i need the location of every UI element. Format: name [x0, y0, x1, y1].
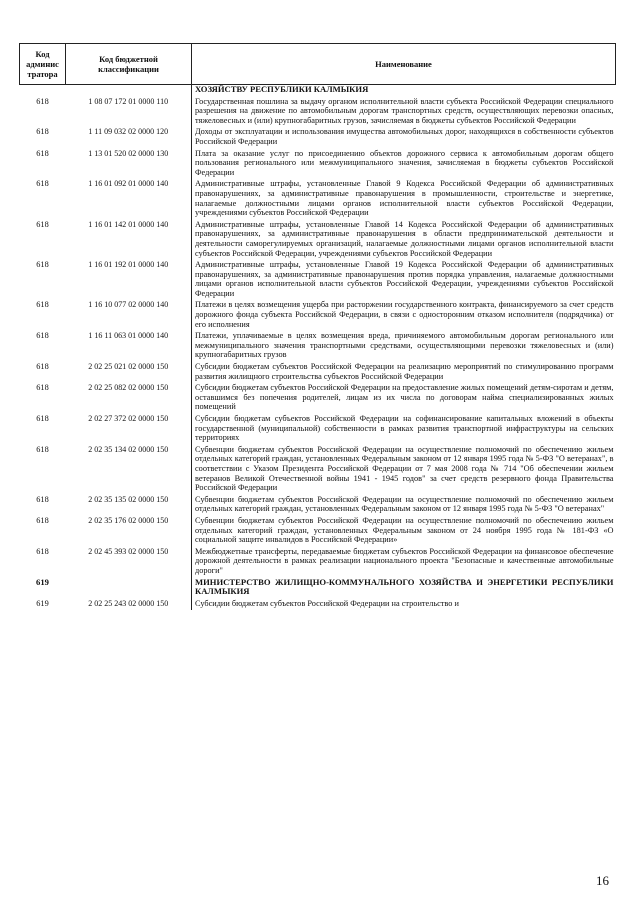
header-admin-code: Код админис тратора — [20, 44, 66, 85]
table-row — [20, 445, 616, 495]
name-cell: Субсидии бюджетам субъектов Российской Федерации на реализацию мероприятий по стимулированию программ развития жилищного строительства субъектов Российской Федерации — [192, 362, 616, 383]
budget-code-cell: 2 02 27 372 02 0000 150 — [88, 414, 169, 423]
table-row — [20, 97, 616, 128]
budget-code-cell: 2 02 25 082 02 0000 150 — [88, 383, 169, 393]
admin-code-cell: 618 — [36, 148, 49, 158]
table-body — [20, 85, 616, 611]
page-number: 16 — [596, 873, 609, 888]
table-row — [20, 599, 616, 611]
name-cell: Административные штрафы, установленные Главой 9 Кодекса Российской Федерации об административных правонарушениях, за административные правонарушения в промышленности, строительстве и энергетике, налагаемые должностными лицами органов исполнительной власти субъектов Российской Федерации, учреждениями субъектов Российской Федерации — [192, 179, 616, 219]
admin-code-cell: 618 — [36, 219, 49, 229]
budget-code-cell: 1 11 09 032 02 0000 120 — [88, 127, 169, 137]
budget-code-cell: 1 16 01 142 01 0000 140 — [88, 219, 169, 229]
table-row — [20, 260, 616, 300]
admin-code-cell: 619 — [36, 576, 49, 587]
budget-code-cell: 2 02 25 243 02 0000 150 — [88, 598, 169, 608]
budget-code-cell: 2 02 45 393 02 0000 150 — [88, 546, 169, 556]
name-cell: Субсидии бюджетам субъектов Российской Федерации на строительство и — [192, 599, 616, 611]
admin-code-cell: 618 — [36, 179, 49, 189]
table-row — [20, 383, 616, 414]
table-row — [20, 179, 616, 219]
name-cell: Субсидии бюджетам субъектов Российской Федерации на предоставление жилых помещений детям-сиротам и детям, оставшимся без попечения родителей, лицам из их числа по договорам найма специализированных жилых помещений — [192, 383, 616, 414]
name-cell: Субвенции бюджетам субъектов Российской Федерации на осуществление полномочий по обеспечению жильем отдельных категорий граждан, установленных Федеральным законом от 24 ноября 1995 года № 181-ФЗ «О социальной защите инвалидов в Российской Федерации» — [192, 516, 616, 547]
admin-code-cell: 618 — [36, 444, 49, 454]
name-cell: МИНИСТЕРСТВО ЖИЛИЩНО-КОММУНАЛЬНОГО ХОЗЯЙСТВА И ЭНЕРГЕТИКИ РЕСПУБЛИКИ КАЛМЫКИЯ — [192, 578, 616, 599]
name-cell: ХОЗЯЙСТВУ РЕСПУБЛИКИ КАЛМЫКИЯ — [192, 85, 616, 97]
budget-code-cell: 1 08 07 172 01 0000 110 — [88, 96, 169, 106]
header-budget-code: Код бюджетной классификации — [66, 44, 192, 85]
name-cell: Административные штрафы, установленные Главой 19 Кодекса Российской Федерации об административных правонарушениях, за административные правонарушения против порядка управления, налагаемые должностными лицами органов исполнительной власти субъектов Российской Федерации, учреждениями субъектов Российской Федерации — [192, 260, 616, 300]
admin-code-cell: 618 — [36, 362, 49, 372]
admin-code-cell: 618 — [36, 96, 49, 106]
name-cell: Субвенции бюджетам субъектов Российской Федерации на осуществление полномочий по обеспечению жильем отдельных категорий граждан, установленных Федеральным законом от 12 января 1995 года № 5-ФЗ "О ветеранах", в соответствии с Указом Президента Российской Федерации от 7 мая 2008 года № 714 "Об обеспечении жильем ветеранов Великой Отечественной войны 1941 - 1945 годов" за счет средств резервного фонда Правительства Российской Федерации — [192, 445, 616, 495]
budget-code-cell: 2 02 35 134 02 0000 150 — [88, 444, 169, 454]
name-cell: Межбюджетные трансферты, передаваемые бюджетам субъектов Российской Федерации на финансовое обеспечение дорожной деятельности в рамках реализации национального проекта "Безопасные и качественные автомобильные дороги" — [192, 547, 616, 578]
document-page — [19, 43, 615, 610]
table-row — [20, 300, 616, 331]
budget-code-cell: 1 16 01 192 01 0000 140 — [88, 260, 169, 270]
budget-code-table — [19, 43, 616, 610]
name-cell: Субсидии бюджетам субъектов Российской Федерации на софинансирование капитальных вложений в объекты государственной (муниципальной) собственности в рамках развития транспортной инфраструктуры на сельских территориях — [192, 414, 616, 445]
admin-code-cell: 618 — [36, 331, 49, 341]
budget-code-cell: 1 16 01 092 01 0000 140 — [88, 179, 169, 189]
admin-code-cell — [20, 85, 66, 97]
name-cell: Платежи в целях возмещения ущерба при расторжении государственного контракта, финансируемого за счет средств дорожного фонда субъекта Российской Федерации, в связи с односторонним отказом исполнителя (подрядчика) от его исполнения — [192, 300, 616, 331]
budget-code-cell: 2 02 35 135 02 0000 150 — [88, 494, 169, 504]
name-cell: Плата за оказание услуг по присоединению объектов дорожного сервиса к автомобильным дорогам общего пользования регионального или межмуниципального значения, зачисляемая в бюджеты субъектов Российской Федерации — [192, 149, 616, 180]
table-row — [20, 362, 616, 383]
table-row — [20, 220, 616, 260]
budget-code-cell: 1 16 10 077 02 0000 140 — [88, 300, 169, 310]
name-cell: Платежи, уплачиваемые в целях возмещения вреда, причиняемого автомобильным дорогам регионального или межмуниципального значения транспортными средствами, осуществляющими перевозки тяжеловесных и (или) крупногабаритных грузов — [192, 331, 616, 362]
admin-code-cell: 618 — [36, 414, 49, 423]
table-row — [20, 149, 616, 180]
admin-code-cell: 618 — [36, 127, 49, 137]
admin-code-cell: 619 — [36, 598, 49, 608]
admin-code-cell: 618 — [36, 260, 49, 270]
budget-code-cell: 1 13 01 520 02 0000 130 — [88, 148, 169, 158]
admin-code-cell: 618 — [36, 515, 49, 525]
admin-code-cell: 618 — [36, 546, 49, 556]
name-cell: Государственная пошлина за выдачу органом исполнительной власти субъекта Российской Федерации специального разрешения на движение по автомобильным дорогам транспортных средств, осуществляющих перевозки опасных, тяжеловесных и (или) крупногабаритных грузов, зачисляемая в бюджеты субъектов Российской Федерации — [192, 97, 616, 128]
table-row — [20, 516, 616, 547]
budget-code-cell: 1 16 11 063 01 0000 140 — [88, 331, 169, 341]
table-row — [20, 495, 616, 516]
table-row — [20, 331, 616, 362]
budget-code-cell — [66, 85, 192, 97]
table-section-heading-row — [20, 85, 616, 97]
table-row — [20, 547, 616, 578]
name-cell: Доходы от эксплуатации и использования имущества автомобильных дорог, находящихся в собственности субъектов Российской Федерации — [192, 127, 616, 148]
table-row — [20, 414, 616, 445]
admin-code-cell: 618 — [36, 494, 49, 504]
name-cell: Субвенции бюджетам субъектов Российской Федерации на осуществление полномочий по обеспечению жильем отдельных категорий граждан, установленных Федеральным законом от 12 января 1995 года № 5-ФЗ "О ветеранах" — [192, 495, 616, 516]
budget-code-cell: 2 02 35 176 02 0000 150 — [88, 515, 169, 525]
table-row — [20, 127, 616, 148]
admin-code-cell: 618 — [36, 300, 49, 310]
name-cell: Административные штрафы, установленные Главой 14 Кодекса Российской Федерации об административных правонарушениях, за административные правонарушения в области предпринимательской деятельности и деятельности саморегулируемых организаций, налагаемые должностными лицами органов исполнительной власти субъектов Российской Федерации, учреждениями субъектов Российской Федерации — [192, 220, 616, 260]
budget-code-cell: 2 02 25 021 02 0000 150 — [88, 362, 169, 372]
table-section-heading-row — [20, 578, 616, 599]
header-name: Наименование — [192, 44, 616, 85]
budget-code-cell — [66, 578, 192, 599]
admin-code-cell: 618 — [36, 383, 49, 393]
table-header-row — [20, 44, 616, 85]
